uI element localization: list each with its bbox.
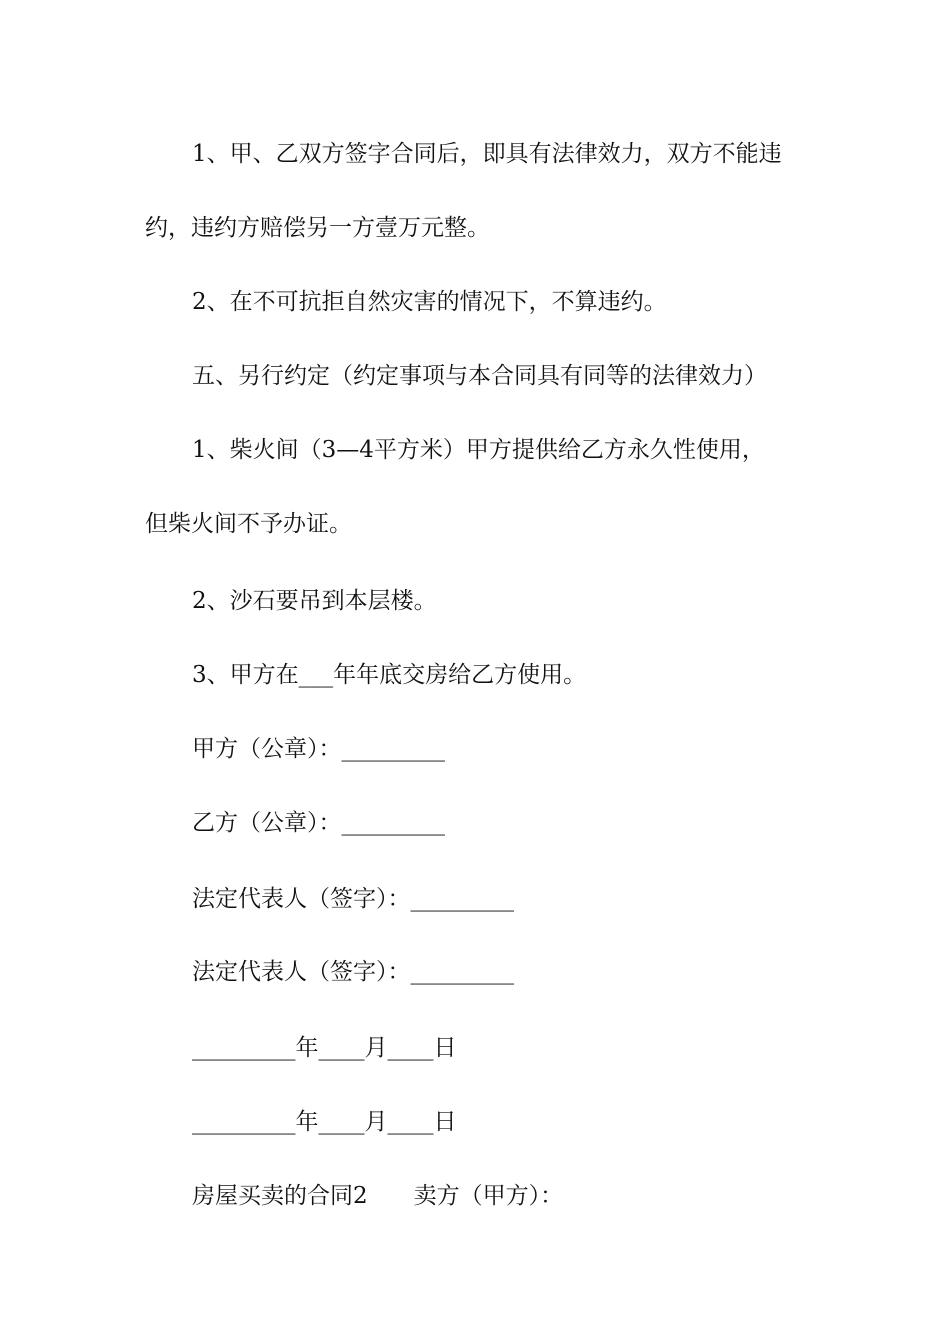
party-a-seal-line: 甲方（公章）：_________ [192,736,445,762]
date-line-2: _________年____月____日 [192,1109,457,1135]
party-b-seal-line: 乙方（公章）：_________ [192,810,445,836]
section-5-item-3: 3、甲方在___年年底交房给乙方使用。 [192,662,587,688]
date-line-1: _________年____月____日 [192,1035,457,1061]
clause-1-line-2: 约，违约方赔偿另一方壹万元整。 [145,215,490,241]
legal-rep-signature-1: 法定代表人（签字）：_________ [192,886,514,912]
section-5-item-1-line-2: 但柴火间不予办证。 [145,511,352,537]
clause-1-line-1: 1、甲、乙双方签字合同后，即具有法律效力，双方不能违 [192,141,782,167]
section-5-item-1-line-1: 1、柴火间（3—4平方米）甲方提供给乙方永久性使用， [192,437,765,463]
contract-2-heading: 房屋买卖的合同2 卖方（甲方）： [192,1183,564,1209]
section-5-heading: 五、另行约定（约定事项与本合同具有同等的法律效力） [192,363,767,389]
legal-rep-signature-2: 法定代表人（签字）：_________ [192,959,514,985]
section-5-item-2: 2、沙石要吊到本层楼。 [192,588,437,614]
clause-2: 2、在不可抗拒自然灾害的情况下，不算违约。 [192,289,667,315]
